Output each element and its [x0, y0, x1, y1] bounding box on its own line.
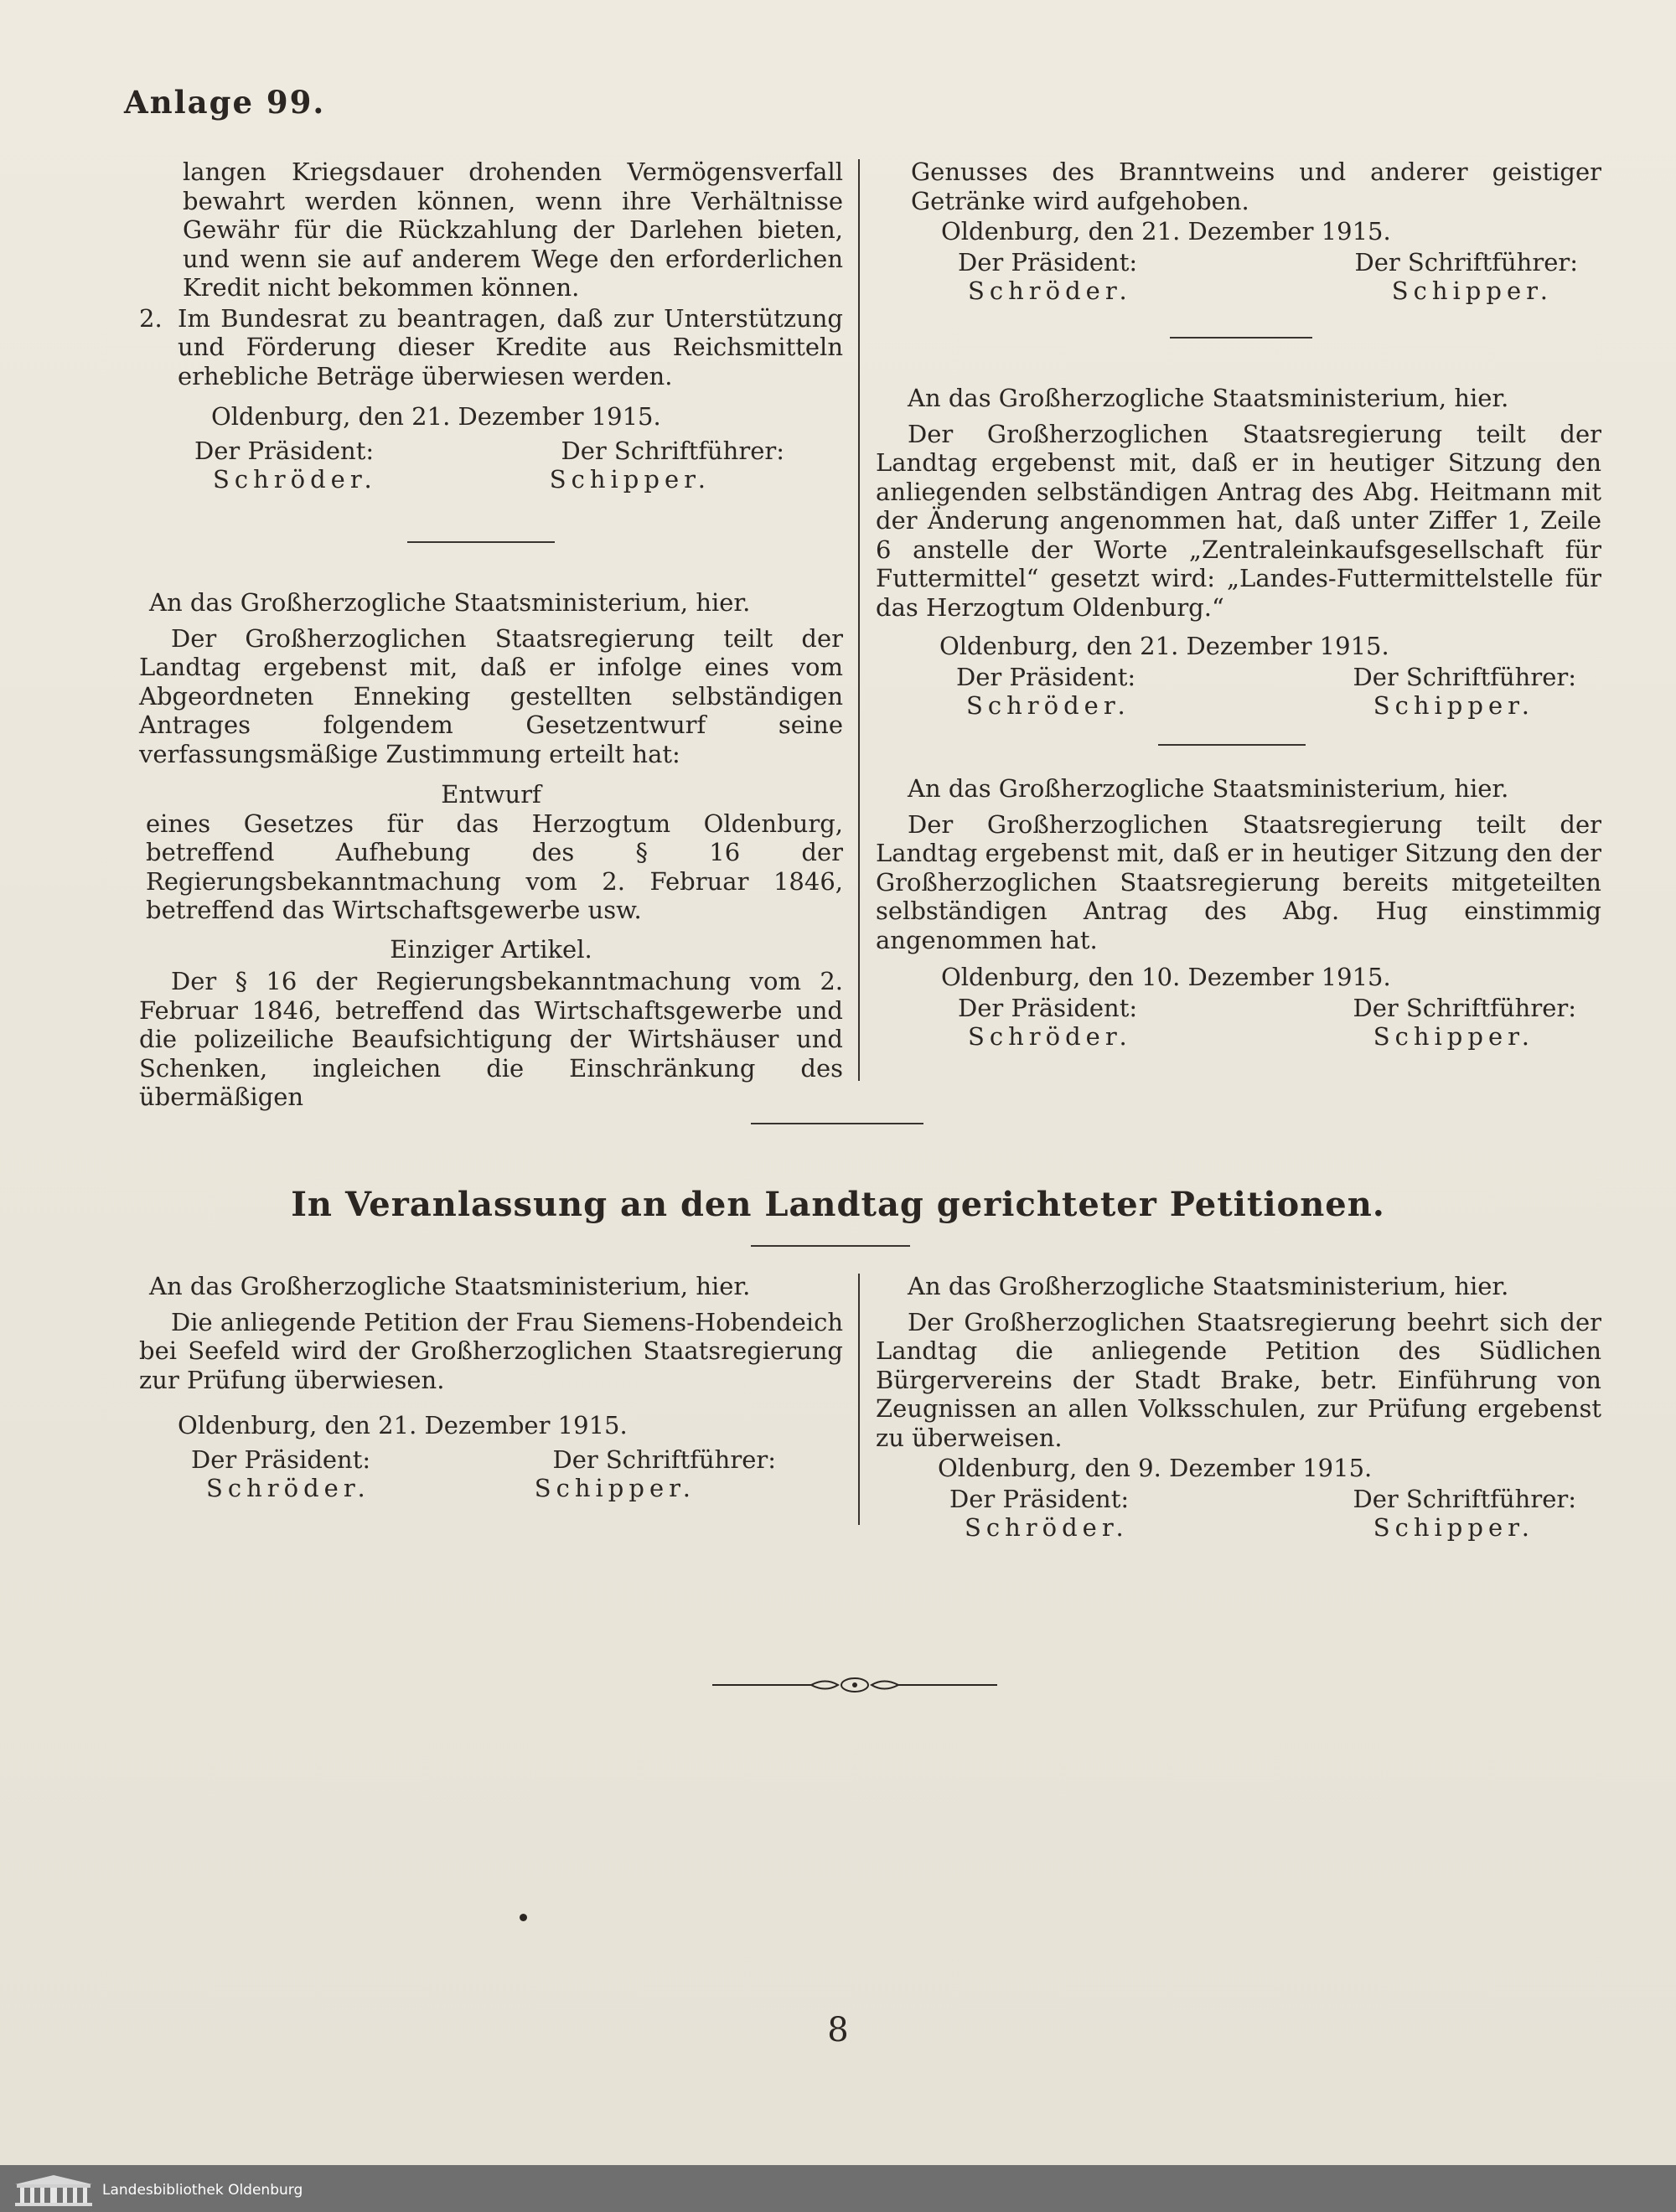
- date-line: Oldenburg, den 9. Dezember 1915.: [938, 1454, 1373, 1482]
- list-item-2: [139, 304, 843, 391]
- president-name: Schröder.: [966, 690, 1130, 720]
- right-column-hug: [876, 774, 1601, 1051]
- petition-text: Die anliegende Petition der Frau Siemens-Hobendeich bei Seefeld wird der Großherzoglichen Staatsregierung zur Prüfung überwiesen.: [139, 1307, 843, 1394]
- signature-block: [876, 663, 1601, 720]
- president-title: Der Präsident:: [958, 993, 1138, 1022]
- left-column-entwurf: [139, 588, 843, 1112]
- date-line: Oldenburg, den 21. Dezember 1915.: [941, 217, 1391, 245]
- date-line: Oldenburg, den 21. Dezember 1915.: [178, 1411, 628, 1439]
- president-name: Schröder.: [968, 1021, 1132, 1051]
- president-title: Der Präsident:: [191, 1445, 371, 1474]
- president-title: Der Präsident:: [956, 662, 1136, 691]
- signature-block: [139, 1445, 843, 1502]
- petition-left: [139, 1272, 843, 1502]
- address-line: An das Großherzogliche Staatsministerium, hier.: [149, 1272, 751, 1300]
- section-rule-top: [751, 1123, 923, 1124]
- left-column-top: [139, 158, 843, 494]
- ornament-divider: [712, 1672, 997, 1698]
- date-line: Oldenburg, den 10. Dezember 1915.: [941, 963, 1391, 991]
- president-title: Der Präsident:: [949, 1484, 1130, 1513]
- secretary-name: Schipper.: [1373, 1021, 1534, 1051]
- section-rule-bottom: [751, 1245, 910, 1247]
- date-line: Oldenburg, den 21. Dezember 1915.: [939, 632, 1389, 660]
- list-item-2-number: 2.: [139, 303, 163, 333]
- separator-rule: [1158, 744, 1306, 746]
- secretary-name: Schipper.: [1373, 690, 1534, 720]
- right-column-heitmann: [876, 384, 1601, 720]
- signature-block: [139, 437, 843, 494]
- page-number: 8: [827, 2011, 849, 2049]
- secretary-name: Schipper.: [1391, 276, 1553, 305]
- continuation-text: Genusses des Branntweins und anderer geistiger Getränke wird aufgehoben.: [911, 158, 1601, 215]
- president-title: Der Präsident:: [194, 436, 375, 465]
- right-column-top: [876, 158, 1601, 305]
- secretary-name: Schipper.: [534, 1473, 696, 1502]
- secretary-title: Der Schriftführer:: [1353, 993, 1576, 1022]
- separator-rule: [1170, 337, 1312, 339]
- president-name: Schröder.: [968, 276, 1132, 305]
- president-name: Schröder.: [965, 1512, 1129, 1542]
- signature-block: [876, 994, 1601, 1051]
- secretary-title: Der Schriftführer:: [1354, 247, 1578, 276]
- secretary-title: Der Schriftführer:: [552, 1445, 776, 1474]
- secretary-title: Der Schriftführer:: [561, 436, 784, 465]
- president-name: Schröder.: [213, 464, 377, 494]
- separator-rule: [407, 541, 555, 543]
- paragraph: Der Großherzoglichen Staatsregierung teilt der Landtag ergebenst mit, daß er in heutiger Sitzung den der Großherzoglichen Staatsregierung bereits mitgeteilten selbständigen Antrag des Abg. Hug einstimmig angenommen hat.: [876, 809, 1601, 954]
- paragraph: Der Großherzoglichen Staatsregierung teilt der Landtag ergebenst mit, daß er in heutiger Sitzung den anliegenden selbständigen Antrag des Abg. Heitmann mit der Änderung angenommen hat, daß unter Ziffer 1, Zeile 6 anstelle der Worte „Zentraleinkaufsgesellschaft für Futtermittel“ gesetzt wird: „Landes-Futtermittelstelle für das Herzogtum Oldenburg.“: [876, 419, 1601, 622]
- secretary-name: Schipper.: [549, 464, 711, 494]
- ink-dot: [520, 1914, 527, 1921]
- signature-block: [876, 248, 1601, 305]
- president-name: Schröder.: [206, 1473, 370, 1502]
- president-title: Der Präsident:: [958, 247, 1138, 276]
- list-item-1-continuation: langen Kriegsdauer drohenden Vermögensverfall bewahrt werden können, wenn ihre Verhältnisse Gewähr für die Rückzahlung der Darlehen bieten, und wenn sie auf anderem Wege den erforderlichen Kredit nicht bekommen können.: [183, 158, 843, 302]
- petition-right: [876, 1272, 1601, 1542]
- artikel-text: Der § 16 der Regierungsbekanntmachung vom 2. Februar 1846, betreffend das Wirtschaftsgewerbe und die polizeiliche Beaufsichtigung der Wirtshäuser und Schenken, ingleichen die Einschränkung des übermäßigen: [139, 967, 843, 1111]
- address-line: An das Großherzogliche Staatsministerium, hier.: [149, 588, 751, 617]
- column-divider-top: [858, 159, 860, 1081]
- list-item-2-text: Im Bundesrat zu beantragen, daß zur Unterstützung und Förderung dieser Kredite aus Reichsmitteln erhebliche Beträge überwiesen werden.: [178, 303, 843, 390]
- address-line: An das Großherzogliche Staatsministerium, hier.: [908, 774, 1509, 803]
- section-heading: In Veranlassung an den Landtag gerichteter Petitionen.: [291, 1185, 1385, 1224]
- entwurf-text: eines Gesetzes für das Herzogtum Oldenburg, betreffend Aufhebung des § 16 der Regierungsbekanntmachung vom 2. Februar 1846, betreffend das Wirtschaftsgewerbe usw.: [146, 809, 843, 924]
- library-building-icon: [12, 2173, 96, 2208]
- secretary-title: Der Schriftführer:: [1353, 662, 1576, 691]
- signature-block: [876, 1485, 1601, 1542]
- secretary-title: Der Schriftführer:: [1353, 1484, 1576, 1513]
- address-line: An das Großherzogliche Staatsministerium, hier.: [908, 384, 1509, 412]
- petition-text: Der Großherzoglichen Staatsregierung beehrt sich der Landtag die anliegende Petition des Südlichen Bürgervereins der Stadt Brake, betr. Einführung von Zeugnissen an allen Volksschulen, zur Prüfung ergebenst zu überweisen.: [876, 1307, 1601, 1452]
- date-line: Oldenburg, den 21. Dezember 1915.: [211, 402, 661, 431]
- column-divider-petitions: [858, 1274, 860, 1525]
- entwurf-title: Entwurf: [441, 780, 541, 809]
- library-credit: Landesbibliothek Oldenburg: [102, 2182, 303, 2199]
- anlage-label: Anlage 99.: [124, 84, 326, 121]
- secretary-name: Schipper.: [1373, 1512, 1534, 1542]
- address-line: An das Großherzogliche Staatsministerium, hier.: [908, 1272, 1509, 1300]
- artikel-title: Einziger Artikel.: [390, 934, 592, 964]
- paragraph: Der Großherzoglichen Staatsregierung teilt der Landtag ergebenst mit, daß er infolge eines vom Abgeordneten Enneking gestellten selbständigen Antrages folgendem Gesetzentwurf seine verfassungsmäßige Zustimmung erteilt hat:: [139, 623, 843, 768]
